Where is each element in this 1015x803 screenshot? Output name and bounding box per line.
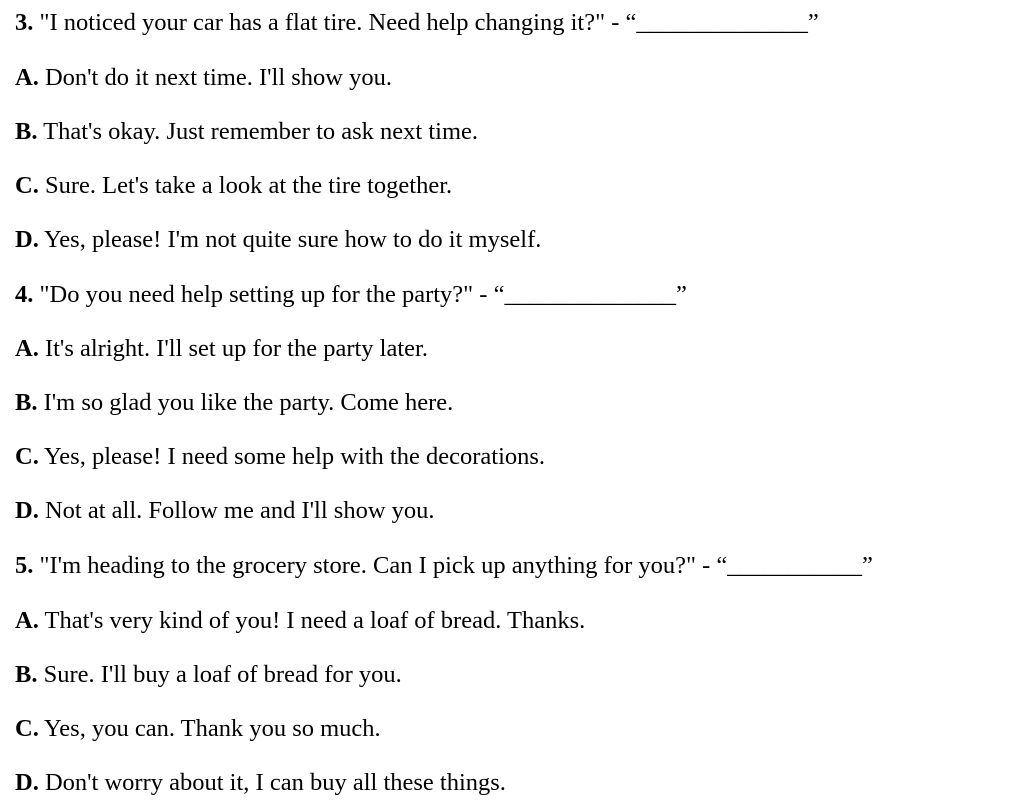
option-text: Sure. I'll buy a loaf of bread for you. <box>43 661 402 688</box>
option-d <box>15 763 506 803</box>
option-letter: D. <box>15 226 39 253</box>
option-letter: C. <box>15 172 39 199</box>
question-text: "Do you need help setting up for the party?" - “______________” <box>39 281 687 308</box>
option-a <box>15 329 428 369</box>
option-text: That's okay. Just remember to ask next time. <box>43 118 479 145</box>
option-b <box>15 112 478 152</box>
option-letter: D. <box>15 769 39 796</box>
option-b <box>15 383 453 423</box>
option-b <box>15 655 402 695</box>
option-letter: A. <box>15 64 39 91</box>
option-text: Don't worry about it, I can buy all these things. <box>44 769 506 796</box>
option-text: Sure. Let's take a look at the tire together. <box>44 172 453 199</box>
question-4 <box>15 275 687 315</box>
question-number: 4. <box>15 281 34 308</box>
option-text: Don't do it next time. I'll show you. <box>44 64 392 91</box>
option-c <box>15 709 381 749</box>
option-d <box>15 491 435 531</box>
option-text: It's alright. I'll set up for the party later. <box>44 335 428 362</box>
option-c <box>15 166 452 206</box>
option-letter: A. <box>15 607 39 634</box>
question-number: 5. <box>15 552 34 579</box>
question-3 <box>15 3 819 43</box>
question-text: "I'm heading to the grocery store. Can I pick up anything for you?" - “___________” <box>39 552 873 579</box>
question-text: "I noticed your car has a flat tire. Need help changing it?" - “______________” <box>39 9 819 36</box>
question-number: 3. <box>15 9 34 36</box>
option-letter: C. <box>15 715 39 742</box>
option-d <box>15 220 541 260</box>
option-letter: B. <box>15 118 38 145</box>
option-text: Yes, please! I need some help with the decorations. <box>44 443 546 470</box>
option-text: I'm so glad you like the party. Come here. <box>43 389 454 416</box>
option-letter: C. <box>15 443 39 470</box>
option-a <box>15 58 392 98</box>
option-text: Yes, you can. Thank you so much. <box>44 715 381 742</box>
option-letter: D. <box>15 497 39 524</box>
option-text: Not at all. Follow me and I'll show you. <box>44 497 435 524</box>
option-text: Yes, please! I'm not quite sure how to do it myself. <box>44 226 542 253</box>
option-letter: B. <box>15 389 38 416</box>
option-a <box>15 601 585 641</box>
question-5 <box>15 546 873 586</box>
option-letter: B. <box>15 661 38 688</box>
option-c <box>15 437 545 477</box>
option-text: That's very kind of you! I need a loaf of bread. Thanks. <box>44 607 586 634</box>
option-letter: A. <box>15 335 39 362</box>
